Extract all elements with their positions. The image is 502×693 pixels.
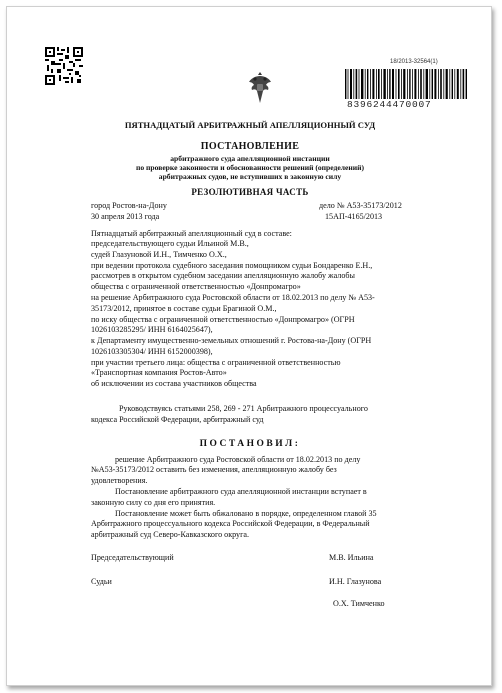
body-line: по иску общества с ограниченной ответственностью «Донпромагро» (ОГРН	[91, 315, 355, 324]
body-line: об исключении из состава участников общества	[91, 379, 257, 388]
subtitle-line-2: по проверке законности и обоснованности решений (определений)	[135, 163, 365, 172]
subtitle-line-1: арбитражного суда апелляционной инстанции	[170, 154, 330, 163]
city: город Ростов-на-Дону	[91, 201, 167, 210]
chair-label: Председательствующий	[91, 553, 174, 562]
body-line: при участии третьего лица: общества с ограниченной ответственностью	[91, 358, 341, 367]
operative-part-heading: РЕЗОЛЮТИВНАЯ ЧАСТЬ	[191, 187, 309, 197]
body-line: судей Глазуновой И.Н., Тимченко О.Х.,	[91, 250, 227, 259]
body-line: 1026103285295/ ИНН 6164025647),	[91, 325, 213, 334]
chair-name: М.В. Ильина	[329, 553, 374, 562]
body-line: общества с ограниченной ответственностью «Донпромагро»	[91, 282, 301, 291]
resolved-heading: ПОСТАНОВИЛ:	[199, 439, 301, 449]
body-line: на решение Арбитражного суда Ростовской области от 18.02.2013 по делу № А53-	[91, 293, 375, 302]
resolution-line: решение Арбитражного суда Ростовской области от 18.02.2013 по делу	[115, 455, 361, 464]
barcode	[345, 69, 467, 99]
body-line: Руководствуясь статьями 258, 269 - 271 Арбитражного процессуального	[119, 404, 368, 413]
body-line: Пятнадцатый арбитражный апелляционный суд в составе:	[91, 229, 292, 238]
resolution-line: удовлетворения.	[91, 476, 148, 485]
body-line: при ведении протокола судебного заседания помощником судьи Бондаренко Е.Н.,	[91, 261, 373, 270]
body-line: «Транспортная компания Ростов-Авто»	[91, 368, 227, 377]
resolution-line: Арбитражного процессуального кодекса Российской Федерации, в Федеральный	[91, 519, 370, 528]
resolution-line: Постановление может быть обжаловано в порядке, определенном главой 35	[115, 509, 377, 518]
body-line: 1026103305304/ ИНН 6152000398),	[91, 347, 213, 356]
coat-of-arms-icon	[247, 70, 273, 106]
case-number: дело № А53-35173/2012	[319, 201, 402, 210]
body-line: 35173/2012, принятое в составе судьи Брагиной О.М.,	[91, 304, 277, 313]
judge-name-2: О.Х. Тимченко	[333, 599, 385, 608]
body-line: председательствующего судьи Ильиной М.В.,	[91, 239, 249, 248]
body-line: кодекса Российской Федерации, арбитражный суд	[91, 415, 264, 424]
subtitle-line-3: арбитражных судов, не вступивших в законную силу	[158, 172, 342, 181]
document-title: ПОСТАНОВЛЕНИЕ	[200, 141, 300, 152]
resolution-line: №А53-35173/2012 оставить без изменения, апелляционную жалобу без	[91, 465, 337, 474]
decision-date: 30 апреля 2013 года	[91, 212, 160, 221]
resolution-line: Постановление арбитражного суда апелляционной инстанции вступает в	[115, 487, 367, 496]
resolution-line: арбитражный суд Северо-Кавказского округа.	[91, 530, 250, 539]
body-line: к Департаменту имущественно-земельных отношений г. Ростова-на-Дону (ОГРН	[91, 336, 372, 345]
document-page	[6, 6, 492, 686]
barcode-number: 8396244470007	[347, 99, 432, 110]
judges-label: Судьи	[91, 577, 112, 586]
judge-name-1: И.Н. Глазунова	[329, 577, 382, 586]
case-reference: 18/2013-32564(1)	[390, 59, 438, 65]
qr-code	[45, 47, 83, 85]
body-line: рассмотрев в открытом судебном заседании апелляционную жалобу жалобы	[91, 271, 355, 280]
court-name: ПЯТНАДЦАТЫЙ АРБИТРАЖНЫЙ АПЕЛЛЯЦИОННЫЙ СУД	[124, 120, 376, 130]
appeal-number: 15АП-4165/2013	[325, 212, 383, 221]
resolution-line: законную силу со дня его принятия.	[91, 498, 216, 507]
